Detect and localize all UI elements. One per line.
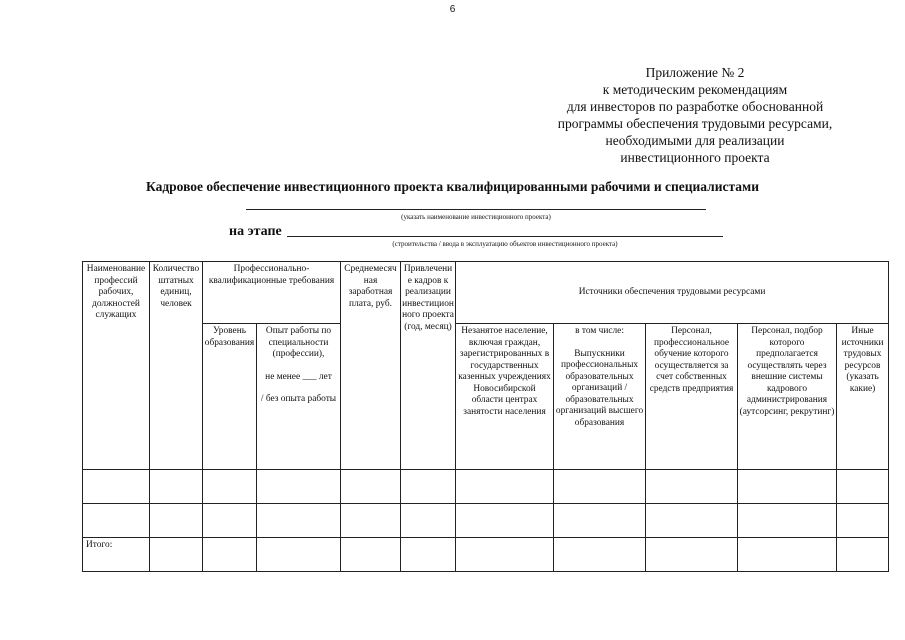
header-salary: Среднемесячная заработная плата, руб. — [341, 262, 401, 470]
table-cell[interactable] — [257, 470, 341, 504]
table-cell[interactable] — [837, 504, 889, 538]
header-unemployed: Незанятое население, включая граждан, зарегистрированных в государственных казенных учреждениях Новосибирской области центрах занятости населения — [456, 324, 554, 470]
graduates-text: Выпускники профессиональных образовательных организаций / образовательных организаций высшего образования — [555, 348, 644, 428]
table-cell[interactable] — [837, 538, 889, 572]
table-cell[interactable] — [738, 538, 837, 572]
header-own-training: Персонал, профессиональное обучение которого осуществляется за счет собственных средств предприятия — [646, 324, 738, 470]
table-cell[interactable] — [646, 538, 738, 572]
header-education: Уровень образования — [203, 324, 257, 470]
header-count: Количество штатных единиц, человек — [150, 262, 203, 470]
table-cell[interactable] — [401, 504, 456, 538]
header-requirements: Профессионально-квалификационные требования — [203, 262, 341, 324]
document-title: Кадровое обеспечение инвестиционного проекта квалифицированными рабочими и специалистами — [145, 179, 760, 194]
appendix-line: инвестиционного проекта — [620, 150, 770, 165]
header-professions: Наименование профессий рабочих, должностей служащих — [83, 262, 150, 470]
table-cell[interactable] — [554, 538, 646, 572]
total-label: Итого: — [83, 538, 150, 572]
table-row — [83, 504, 889, 538]
staffing-table — [82, 261, 889, 572]
table-cell[interactable] — [738, 470, 837, 504]
appendix-line: к методическим рекомендациям — [602, 82, 788, 97]
table-cell[interactable] — [203, 538, 257, 572]
table-cell[interactable] — [203, 504, 257, 538]
appendix-line: программы обеспечения трудовыми ресурсами, — [557, 116, 833, 131]
table-cell[interactable] — [341, 470, 401, 504]
header-other: Иные источники трудовых ресурсов (указать какие) — [837, 324, 889, 470]
header-external: Персонал, подбор которого предполагается осуществлять через внешние системы кадрового администрирования (аутсорсинг, рекрутинг) — [738, 324, 837, 470]
experience-text: / без опыта работы — [260, 394, 337, 404]
table-cell[interactable] — [203, 470, 257, 504]
project-name-hint: (указать наименование инвестиционного проекта) — [401, 213, 551, 221]
table-cell[interactable] — [646, 470, 738, 504]
appendix-line: необходимыми для реализации — [605, 133, 785, 148]
table-cell[interactable] — [83, 470, 150, 504]
appendix-header — [505, 64, 885, 166]
stage-line — [287, 236, 723, 237]
table-cell[interactable] — [257, 504, 341, 538]
table-cell[interactable] — [341, 504, 401, 538]
header-graduates — [554, 324, 646, 470]
table-cell[interactable] — [837, 470, 889, 504]
table-cell[interactable] — [83, 504, 150, 538]
page-number: 6 — [449, 4, 456, 15]
table-cell[interactable] — [554, 470, 646, 504]
table-cell[interactable] — [646, 504, 738, 538]
appendix-line: Приложение № 2 — [645, 65, 745, 80]
table-cell[interactable] — [456, 538, 554, 572]
table-cell[interactable] — [401, 470, 456, 504]
header-attraction: Привлечение кадров к реализации инвестиционного проекта (год, месяц) — [401, 262, 456, 470]
table-cell[interactable] — [456, 504, 554, 538]
header-experience — [257, 324, 341, 470]
appendix-line: для инвесторов по разработке обоснованной — [566, 99, 824, 114]
project-name-line — [246, 209, 706, 210]
table-cell[interactable] — [150, 538, 203, 572]
table-cell[interactable] — [341, 538, 401, 572]
header-sources: Источники обеспечения трудовыми ресурсами — [456, 262, 889, 324]
table-cell[interactable] — [257, 538, 341, 572]
total-row — [83, 538, 889, 572]
table-cell[interactable] — [554, 504, 646, 538]
table-cell[interactable] — [150, 470, 203, 504]
table-cell[interactable] — [150, 504, 203, 538]
stage-hint: (строительства / ввода в эксплуатацию объектов инвестиционного проекта) — [392, 240, 618, 248]
table-cell[interactable] — [456, 470, 554, 504]
stage-label: на этапе — [229, 224, 282, 239]
graduates-text: в том числе: — [575, 326, 624, 336]
table-row — [83, 470, 889, 504]
experience-text: Опыт работы по специальности (профессии), — [265, 326, 332, 359]
experience-text: не менее ___ лет — [265, 371, 332, 382]
table-cell[interactable] — [401, 538, 456, 572]
table-cell[interactable] — [738, 504, 837, 538]
